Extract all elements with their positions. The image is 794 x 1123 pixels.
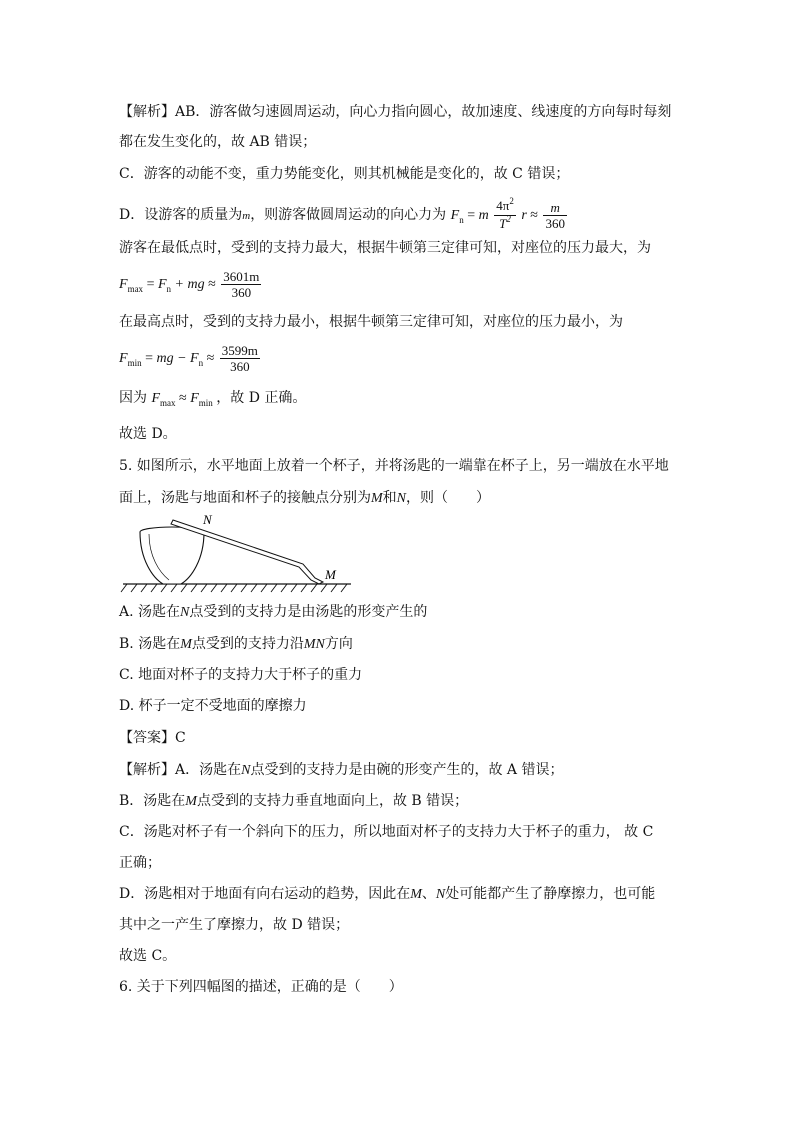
fraction <box>221 269 261 300</box>
q5-analysis-3: C．汤匙对杯子有一个斜向下的压力，所以地面对杯子的支持力大于杯子的重力， 故 C <box>119 824 654 840</box>
q5-analysis-4: 正确； <box>119 855 161 871</box>
op: ≈ <box>208 277 216 292</box>
text: 点受到的支持力垂直地面向上，故 B 错误； <box>196 793 469 809</box>
numerator: 3599m <box>221 343 258 359</box>
var-m: m <box>242 210 251 222</box>
point-n: N <box>396 491 407 506</box>
text: B. 汤匙在 <box>119 636 181 652</box>
text: D．设游客的质量为 <box>119 207 243 223</box>
q5-option-b <box>119 634 353 655</box>
text: 和 <box>382 490 397 506</box>
text: 点受到的支持力是由碗的形变产生的，故 A 错误； <box>250 762 564 778</box>
label-m: M <box>325 567 336 582</box>
point-m: M <box>180 637 192 652</box>
q5-option-d: D. 杯子一定不受地面的摩擦力 <box>119 698 307 714</box>
var: F <box>119 351 128 366</box>
text: ，则游客做圆周运动的向心力为 <box>250 207 447 223</box>
op: = <box>467 208 476 223</box>
formula-compare <box>151 391 216 406</box>
analysis-line-2: 都在发生变化的，故 AB 错误； <box>119 134 317 150</box>
var: F <box>450 208 460 223</box>
point-n: N <box>241 763 251 778</box>
analysis-line-5: 游客在最低点时，受到的支持力最大，根据牛顿第三定律可知，对座位的压力最大，为 <box>119 240 651 256</box>
analysis-line-9 <box>119 388 306 409</box>
formula-fmax <box>119 262 263 307</box>
q5-stem-1: 5. 如图所示，水平地面上放着一个杯子，并将汤匙的一端靠在杯子上，另一端放在水平地 <box>119 458 669 474</box>
q5-analysis-2 <box>119 791 468 812</box>
t: 4π <box>496 198 510 214</box>
text: 因为 <box>119 390 147 406</box>
var: m <box>478 208 489 223</box>
text: ，故 D 正确。 <box>216 390 307 406</box>
sub: max <box>160 398 176 408</box>
text: 方向 <box>324 636 353 652</box>
sub: min <box>198 398 213 408</box>
denominator: 360 <box>231 285 252 301</box>
analysis-line-3: C．游客的动能不变，重力势能变化，则其机械能是变化的，故 C 错误； <box>119 166 570 182</box>
q5-option-a <box>119 602 427 623</box>
cup-spoon-diagram <box>119 512 359 596</box>
label-n: N <box>203 512 212 527</box>
op: = <box>145 351 153 366</box>
analysis-line-7: 在最高点时，受到的支持力最小，根据牛顿第三定律可知，对座位的压力最小，为 <box>119 314 623 330</box>
var: F <box>119 277 128 292</box>
q5-analysis-1 <box>119 760 563 781</box>
op: ≈ <box>179 391 187 406</box>
text: 【解析】A．汤匙在 <box>119 762 242 778</box>
sub: min <box>127 358 142 368</box>
point-m: M <box>410 887 422 902</box>
var: F <box>157 277 167 292</box>
denominator: 360 <box>230 359 250 375</box>
q5-analysis-5 <box>119 884 655 905</box>
ground-hatching <box>121 584 347 592</box>
t: T <box>499 216 507 232</box>
sub: n <box>198 358 204 368</box>
sup: 2 <box>509 196 514 207</box>
var: F <box>190 351 199 366</box>
fraction <box>494 198 516 233</box>
q5-analysis-7: 故选 C。 <box>119 948 177 964</box>
sub: n <box>459 215 464 225</box>
op: ≈ <box>530 208 538 223</box>
q5-stem-2 <box>119 488 490 509</box>
denominator <box>494 216 516 233</box>
text: D．汤匙相对于地面有向右运动的趋势，因此在 <box>119 886 411 902</box>
point-n: N <box>435 887 446 902</box>
text: ，则（ ） <box>406 490 491 506</box>
fraction <box>543 200 567 231</box>
fraction <box>220 343 260 374</box>
point-m: M <box>185 794 197 809</box>
cup <box>140 527 204 584</box>
denominator: 360 <box>545 216 565 232</box>
cup-spoon-figure <box>119 512 359 600</box>
text: 面上，汤匙与地面和杯子的接触点分别为 <box>119 490 371 506</box>
text: A. 汤匙在 <box>119 604 181 620</box>
text: 点受到的支持力是由汤匙的形变产生的 <box>189 604 428 620</box>
term: mg − <box>156 351 187 366</box>
analysis-line-1: 【解析】AB．游客做匀速圆周运动，向心力指向圆心，故加速度、线速度的方向每时每刻 <box>119 104 672 120</box>
q5-option-c: C. 地面对杯子的支持力大于杯子的重力 <box>119 667 363 683</box>
text: 、 <box>421 886 436 902</box>
term: + mg <box>174 277 205 292</box>
segment-mn: MN <box>303 637 325 652</box>
q5-answer: 【答案】C <box>119 730 186 746</box>
var: F <box>190 391 199 406</box>
point-m: M <box>371 491 383 506</box>
analysis-line-4 <box>119 198 569 233</box>
formula-fmin <box>119 336 262 381</box>
op: ≈ <box>206 351 215 366</box>
numerator: m <box>543 200 567 216</box>
formula <box>119 343 262 375</box>
var: r <box>521 208 527 223</box>
q5-analysis-6: 其中之一产生了摩擦力，故 D 错误； <box>119 917 350 933</box>
text: B．汤匙在 <box>119 793 186 809</box>
numerator: 3601m <box>223 269 260 285</box>
formula <box>119 269 263 301</box>
point-n: N <box>180 605 190 620</box>
op: = <box>146 277 155 292</box>
q6-stem: 6. 关于下列四幅图的描述，正确的是（ ） <box>119 979 403 995</box>
sub: n <box>166 284 172 294</box>
analysis-line-10: 故选 D。 <box>119 426 177 442</box>
sup: 2 <box>506 214 511 225</box>
var: F <box>151 391 161 406</box>
text: 点受到的支持力沿 <box>191 636 304 652</box>
text: 处可能都产生了静摩擦力，也可能 <box>445 886 656 902</box>
sub: max <box>127 284 144 294</box>
